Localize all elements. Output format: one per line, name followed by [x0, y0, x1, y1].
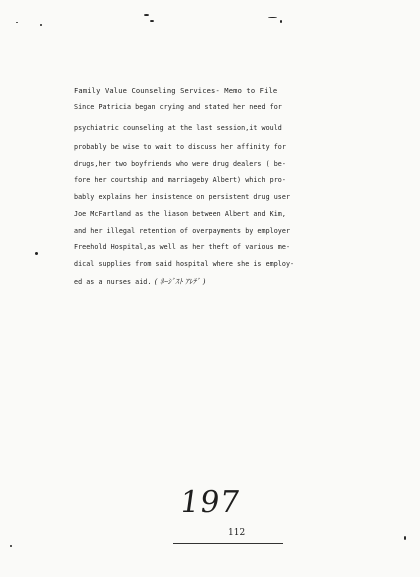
memo-line: drugs,her two boyfriends who were drug dealers ( be- — [74, 160, 286, 168]
scan-speck — [280, 20, 282, 23]
scan-speck — [404, 536, 406, 540]
scan-speck — [35, 252, 38, 255]
memo-line: Joe McFartland as the liason between Albert and Kim, — [74, 210, 286, 218]
memo-line: fore her courtship and marriageby Albert) which pro- — [74, 176, 286, 184]
memo-line: Since Patricia began crying and stated her need for — [74, 103, 282, 111]
memo-line: Freehold Hospital,as well as her theft of various me- — [74, 243, 291, 251]
handwritten-note: ( ﾈｰｼﾞｽﾄ ｱﾚﾃﾞ ) — [154, 277, 206, 286]
scan-speck — [10, 545, 12, 547]
handwritten-page-number: 197 — [177, 485, 243, 520]
page-number-underline — [173, 543, 283, 544]
small-page-number: 112 — [228, 528, 246, 538]
memo-line: and her illegal retention of overpayments by employer — [74, 227, 291, 235]
memo-line-last — [74, 276, 206, 287]
scan-speck — [150, 20, 154, 22]
memo-line: probably be wise to wait to discuss her affinity for — [74, 143, 286, 151]
memo-title: Family Value Counseling Services- Memo to File — [74, 86, 278, 95]
memo-line: bably explains her insistence on persistent drug user — [74, 193, 291, 201]
scan-speck — [268, 17, 277, 18]
scan-speck — [144, 14, 149, 16]
memo-line: dical supplies from said hospital where she is employ- — [74, 260, 295, 268]
memo-line-text: ed as a nurses aid. — [74, 278, 152, 286]
scan-speck — [40, 24, 42, 26]
memo-line: psychiatric counseling at the last session,it would — [74, 124, 282, 132]
scan-speck — [16, 22, 18, 23]
